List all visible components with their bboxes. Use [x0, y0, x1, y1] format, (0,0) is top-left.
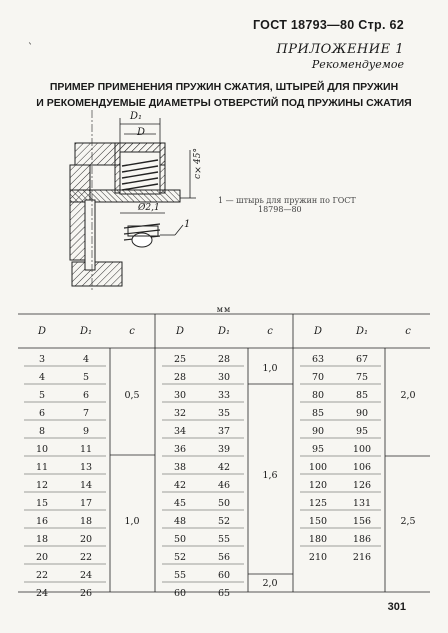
table-cell: 90: [311, 426, 325, 437]
table-cell: 52: [173, 552, 187, 563]
table-cell: 56: [217, 552, 231, 563]
col-header-d1-1: D₁: [79, 326, 93, 337]
table-cell: 33: [217, 390, 231, 401]
table-cell: 85: [311, 408, 325, 419]
col-header-d-3: D: [313, 326, 323, 337]
table-cell: 100: [352, 444, 372, 455]
table-cell: 36: [173, 444, 187, 455]
table-cell: 55: [217, 534, 231, 545]
table-cell: 12: [35, 480, 49, 491]
table-cell: 60: [173, 588, 187, 599]
table-cell: 80: [311, 390, 325, 401]
table-cell: 131: [352, 498, 372, 509]
col-header-d1-3: D₁: [355, 326, 369, 337]
col-header-d-2: D: [175, 326, 185, 337]
c-value-g3-a: 2,0: [400, 390, 416, 401]
table-cell: 46: [217, 480, 231, 491]
table-cell: 32: [173, 408, 187, 419]
table-cell: 18: [79, 516, 93, 527]
table-cell: 34: [173, 426, 187, 437]
c-value-g2-c: 2,0: [262, 578, 278, 589]
table-cell: 13: [79, 462, 93, 473]
table-cell: 11: [35, 462, 49, 473]
table-cell: 150: [308, 516, 328, 527]
table-cell: 120: [308, 480, 328, 491]
table-cell: 65: [217, 588, 231, 599]
standard-header: ГОСТ 18793—80 Стр. 62: [252, 18, 404, 32]
table-cell: 63: [311, 354, 325, 365]
table-cell: 106: [352, 462, 372, 473]
table-cell: 6: [38, 408, 46, 419]
label-chamfer: c×45°: [193, 148, 203, 179]
table-cell: 216: [352, 552, 372, 563]
table-cell: 50: [217, 498, 231, 509]
table-cell: 28: [217, 354, 231, 365]
table-cell: 95: [311, 444, 325, 455]
label-d: D: [137, 127, 146, 138]
table-cell: 11: [79, 444, 93, 455]
col-header-d1-2: D₁: [217, 326, 231, 337]
table-cell: 18: [35, 534, 49, 545]
table-cell: 4: [82, 354, 90, 365]
table-cell: 75: [355, 372, 369, 383]
table-cell: 70: [311, 372, 325, 383]
table-cell: 15: [35, 498, 49, 509]
table-cell: 210: [308, 552, 328, 563]
table-cell: 10: [35, 444, 49, 455]
table-cell: 3: [38, 354, 46, 365]
col-header-c-1: c: [129, 326, 135, 337]
table-cell: 42: [217, 462, 231, 473]
table-cell: 26: [79, 588, 93, 599]
table-cell: 100: [308, 462, 328, 473]
col-header-d-1: D: [37, 326, 47, 337]
table-cell: 39: [217, 444, 231, 455]
page-title-line-2: И РЕКОМЕНДУЕМЫЕ ДИАМЕТРЫ ОТВЕРСТИЙ ПОД ПРУЖИНЫ СЖАТИЯ: [36, 97, 412, 109]
margin-mark: `: [28, 43, 33, 54]
table-cell: 20: [79, 534, 93, 545]
table-cell: 85: [355, 390, 369, 401]
c-value-g1-b: 1,0: [124, 516, 140, 527]
caption-line-1: 1 — штырь для пружин по ГОСТ: [218, 196, 356, 205]
table-cell: 42: [173, 480, 187, 491]
table-cell: 45: [173, 498, 187, 509]
figure-caption: [218, 196, 356, 214]
table-cell: 24: [79, 570, 93, 581]
table-cell: 20: [35, 552, 49, 563]
unit-label: мм: [216, 305, 232, 314]
table-cell: 5: [82, 372, 90, 383]
table-cell: 24: [35, 588, 49, 599]
table-cell: 4: [38, 372, 46, 383]
table-cell: 37: [217, 426, 231, 437]
table-cell: 7: [82, 408, 90, 419]
table-cell: 48: [173, 516, 187, 527]
table-cell: 25: [173, 354, 187, 365]
table-cell: 90: [355, 408, 369, 419]
label-d1: D₁: [130, 111, 143, 122]
table-cell: 52: [217, 516, 231, 527]
table-cell: 30: [173, 390, 187, 401]
table-cell: 95: [355, 426, 369, 437]
c-value-g3-b: 2,5: [400, 516, 416, 527]
page-number: 301: [387, 601, 406, 613]
table-cell: 126: [352, 480, 372, 491]
table-cell: 38: [173, 462, 187, 473]
col-header-c-3: c: [405, 326, 411, 337]
appendix-title: ПРИЛОЖЕНИЕ 1: [276, 42, 404, 57]
table-cell: 60: [217, 570, 231, 581]
label-fit: Ø2,1: [138, 203, 160, 213]
table-cell: 22: [35, 570, 49, 581]
table-cell: 35: [217, 408, 231, 419]
c-value-g2-a: 1,0: [262, 363, 278, 374]
table-cell: 28: [173, 372, 187, 383]
table-cell: 55: [173, 570, 187, 581]
page-title-line-1: ПРИМЕР ПРИМЕНЕНИЯ ПРУЖИН СЖАТИЯ, ШТЫРЕЙ ДЛЯ ПРУЖИН: [49, 81, 399, 93]
label-callout: 1: [184, 219, 191, 230]
table-cell: 30: [217, 372, 231, 383]
table-cell: 16: [35, 516, 49, 527]
table-cell: 125: [308, 498, 328, 509]
table-cell: 5: [38, 390, 46, 401]
c-value-g2-b: 1,6: [262, 470, 278, 481]
appendix-subtitle: Рекомендуемое: [311, 58, 404, 71]
col-header-c-2: c: [267, 326, 273, 337]
table-cell: 67: [355, 354, 369, 365]
table-cell: 22: [79, 552, 93, 563]
table-cell: 6: [82, 390, 90, 401]
table-cell: 50: [173, 534, 187, 545]
c-value-g1-a: 0,5: [124, 390, 140, 401]
table-cell: 14: [79, 480, 93, 491]
table-cell: 180: [308, 534, 328, 545]
table-cell: 8: [38, 426, 46, 437]
table-cell: 156: [352, 516, 372, 527]
caption-line-2: 18798—80: [258, 205, 302, 214]
table-cell: 17: [79, 498, 93, 509]
table-cell: 9: [82, 426, 90, 437]
table-cell: 186: [352, 534, 372, 545]
